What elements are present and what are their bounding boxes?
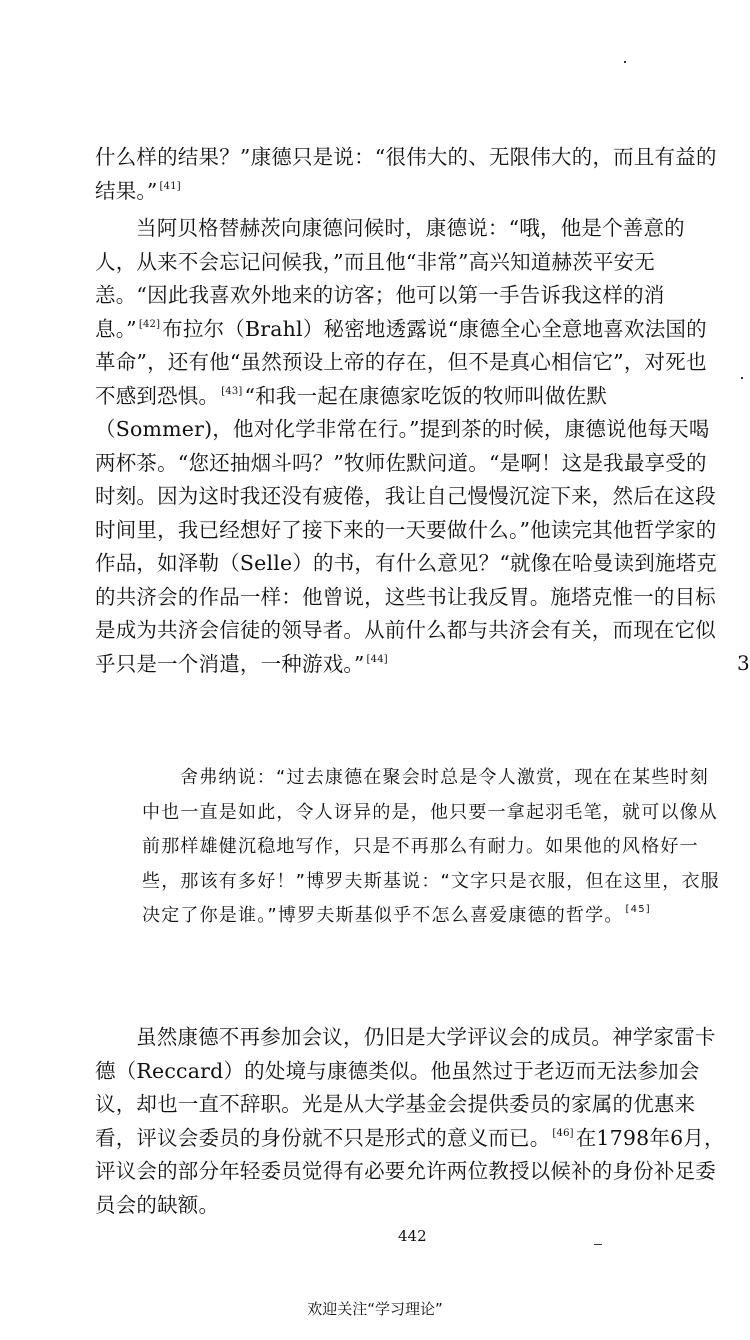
page-number: 442 <box>398 1227 427 1245</box>
scan-speck <box>741 377 743 379</box>
footnote-ref: [45] <box>625 904 651 915</box>
paragraph-1: 什么样的结果？”康德只是说：“很伟大的、无限伟大的，而且有益的结果。” [41] <box>95 145 717 203</box>
footnote-ref: [44] <box>366 653 388 665</box>
scan-speck <box>594 1244 602 1245</box>
footnote-ref: [46] <box>552 1127 574 1139</box>
footnote-ref: [42] <box>138 318 161 330</box>
paragraph-2: 当阿贝格替赫茨向康德问候时，康德说：“哦，他是个善意的人，从来不会忘记问候我，”而且他“非常”高兴知道赫茨平安无恙。“因此我喜欢外地来的访客；他可以第一手告诉我这样的消息。” [42]布拉尔（Brahl）秘密地透露说“康德全心全意地喜欢法国的革命”，还有他“虽然预设上帝的存在，但不是真心相信它”，对死也不感到恐惧。 [43]“和我一起在康德家吃饭的牧师叫做佐默（Sommer)，他对化学非常在行。”提到茶的时候，康德说他每天喝两杯茶。“您还抽烟斗吗？”牧师佐默问道。“是啊！这是我最享受的时刻。因为这时我还没有疲倦，我让自己慢慢沉淀下来，然后在这段时间里，我已经想好了接下来的一天要做什么。”他读完其他哲学家的作品，如泽勒（Selle）的书，有什么意见？“就像在哈曼读到施塔克的共济会的作品一样：他曾说，这些书让我反胃。施塔克惟一的目标是成为共济会信徒的领导者。从前什么都与共济会有关，而现在它似乎只是一个消遣，一种游戏。” [44] <box>95 216 717 676</box>
scan-speck <box>624 61 626 63</box>
margin-mark: 3 <box>737 651 750 675</box>
block-quote: 舍弗纳说：“过去康德在聚会时总是令人激赏，现在在某些时刻中也一直是如此，令人讶异的是，他只要一拿起羽毛笔，就可以像从前那样雄健沉稳地写作，只是不再那么有耐力。如果他的风格好一些，那该有多好！”博罗夫斯基说：“文字只是衣服，但在这里，衣服决定了你是谁。”博罗夫斯基似乎不怎么喜爱康德的哲学。 [45] <box>142 767 720 926</box>
paragraph-3: 虽然康德不再参加会议，仍旧是大学评议会的成员。神学家雷卡德（Reccard）的处境与康德类似。他虽然过于老迈而无法参加会议，却也一直不辞职。光是从大学基金会提供委员的家属的优惠来看，评议会委员的身份就不只是形式的意义而已。 [46]在1798年6月，评议会的部分年轻委员觉得有必要允许两位教授以候补的身份补足委员会的缺额。 <box>95 1025 725 1217</box>
footnote-ref: [41] <box>159 180 181 192</box>
footnote-ref: [43] <box>221 385 243 397</box>
footer-text: 欢迎关注“学习理论” <box>307 1300 443 1318</box>
